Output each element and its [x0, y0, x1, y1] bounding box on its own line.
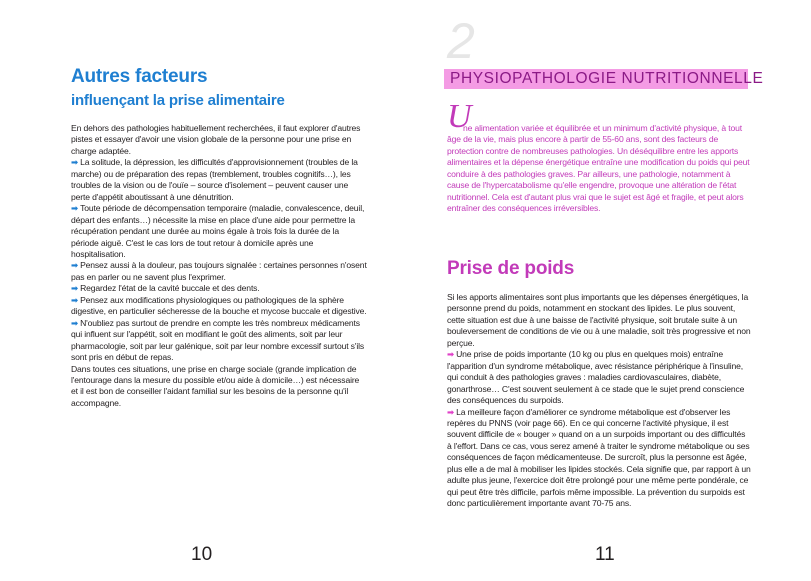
left-bullet-item: ➡ La solitude, la dépression, les difficultés d'approvisionnement (troubles de la marche) ou de préparation des repas (tremblement, troubles cognitifs…), les troubles de la vision ou de l'ouïe – source d'isolement – peuvent causer une perte d'appétit aboutissant à une dénutrition. — [71, 157, 358, 202]
right-page — [405, 0, 811, 581]
page-number-right: 11 — [595, 544, 615, 565]
left-bullet-item: ➡ Regardez l'état de la cavité buccale et des dents. — [71, 283, 260, 294]
left-intro-paragraph: En dehors des pathologies habituellement recherchées, il faut explorer d'autres pistes et essayer d'avoir une vision globale de la personne pour une prise en charge adaptée. — [71, 123, 361, 156]
arrow-right-icon: ➡ — [447, 406, 455, 417]
left-page — [0, 0, 405, 581]
left-closing-paragraph: Dans toutes ces situations, une prise en charge sociale (grande implication de l'entourage dans la mesure du possible et/ou aide à domicile…) est nécessaire et il est bon de conseiller l'aidant familial sur les besoins de la personne qu'il accompagne. — [71, 363, 360, 408]
arrow-right-icon: ➡ — [71, 203, 79, 214]
right-bullet-item: ➡ Une prise de poids importante (10 kg ou plus en quelques mois) entraîne l'apparition d'un syndrome métabolique, avec résistance périphérique à l'insuline, qui conduit à des pathologies graves : maladies cardiovasculaires, diabète, gonarthrose… C'est souvent seulement à ce stade que le sujet prend conscience des conséquences du surpoids. — [447, 349, 745, 406]
drop-cap: U — [447, 98, 472, 135]
arrow-right-icon: ➡ — [71, 260, 79, 271]
section-heading-line2: influençant la prise alimentaire — [71, 92, 285, 109]
chapter-number: 2 — [447, 13, 475, 69]
left-bullet-item: ➡ Pensez aussi à la douleur, pas toujours signalée : certaines personnes n'osent pas en parler ou ne savent plus l'exprimer. — [71, 260, 367, 282]
arrow-right-icon: ➡ — [71, 317, 79, 328]
arrow-right-icon: ➡ — [71, 157, 79, 168]
left-bullet-item: ➡ Toute période de décompensation temporaire (maladie, convalescence, deuil, départ des enfants…) nécessite la mise en place d'une aide pour permettre la récupération pendant une durée au moins égale à trois fois la durée de la période aiguë. C'est le cas lors de tout retour à domicile après une hospitalisation. — [71, 203, 365, 259]
page-number-left: 10 — [191, 544, 213, 565]
left-body-text — [71, 123, 368, 409]
arrow-right-icon: ➡ — [447, 349, 455, 360]
chapter-title: PHYSIOPATHOLOGIE NUTRITIONNELLE — [450, 70, 764, 87]
right-bullet-item: ➡ La meilleure façon d'améliorer ce syndrome métabolique est d'observer les repères du PNNS (voir page 66). En ce qui concerne l'activité physique, il est souvent difficile de « bouger » quand on a un surpoids important ou des difficultés à l'effort. Dans ce cas, vous serez amené à traiter le syndrome métabolique ou ses conséquences de façon médicamenteuse. De surcroît, plus la personne est âgée, plus elle a de mal à mobiliser les lipides stockés. Cela signifie que, par rapport à un adulte plus jeune, l'exercice doit être prolongé pour une même perte pondérale, ce qui peut être très difficile, parfois même impossible. La prévention du surpoids est donc particulièrement importante avant 70-75 ans. — [447, 406, 751, 509]
right-body-text — [447, 292, 751, 510]
left-bullet-item: ➡ Pensez aux modifications physiologiques ou pathologiques de la sphère digestive, en particulier sécheresse de la bouche et mycose buccale et digestive. — [71, 294, 367, 317]
prise-de-poids-heading: Prise de poids — [447, 258, 575, 279]
chapter-intro: ne alimentation variée et équilibrée et un minimum d'activité physique, à tout âge de la vie, mais plus encore à partir de 55-60 ans, sont des facteurs de protection contre de nombreuses pathologies. Un déséquilibre entre les apports alimentaires et la dépense énergétique entraîne une modification du poids qui peut conduire à des pathologies graves. Par ailleurs, une pathologie, notamment à cause de l'hypercatabolisme qu'elle engendre, provoque une altération de l'état nutritionnel. Cela est d'autant plus vrai que le sujet est âgé et fragile, et peut alors entraîner des conséquences irréversibles. — [447, 123, 750, 214]
section-heading-line1: Autres facteurs — [71, 66, 208, 87]
right-paragraph: Si les apports alimentaires sont plus importants que les dépenses énergétiques, la personne prend du poids, notamment en stockant des lipides. Le plus souvent, cette situation est due à une baisse de l'activité physique, soit brutale suite à un bouleversement de conditions de vie ou à une maladie, soit très progressive et non perçue. — [447, 292, 751, 348]
arrow-right-icon: ➡ — [71, 283, 79, 294]
left-bullet-item: ➡ N'oubliez pas surtout de prendre en compte les très nombreux médicaments qui influent sur l'appétit, soit en modifiant le goût des aliments, soit par leur pharmacologie, soit par leur galénique, soit par leur nombre excessif surtout s'ils sont pris en début de repas. — [71, 317, 364, 363]
arrow-right-icon: ➡ — [71, 294, 79, 305]
